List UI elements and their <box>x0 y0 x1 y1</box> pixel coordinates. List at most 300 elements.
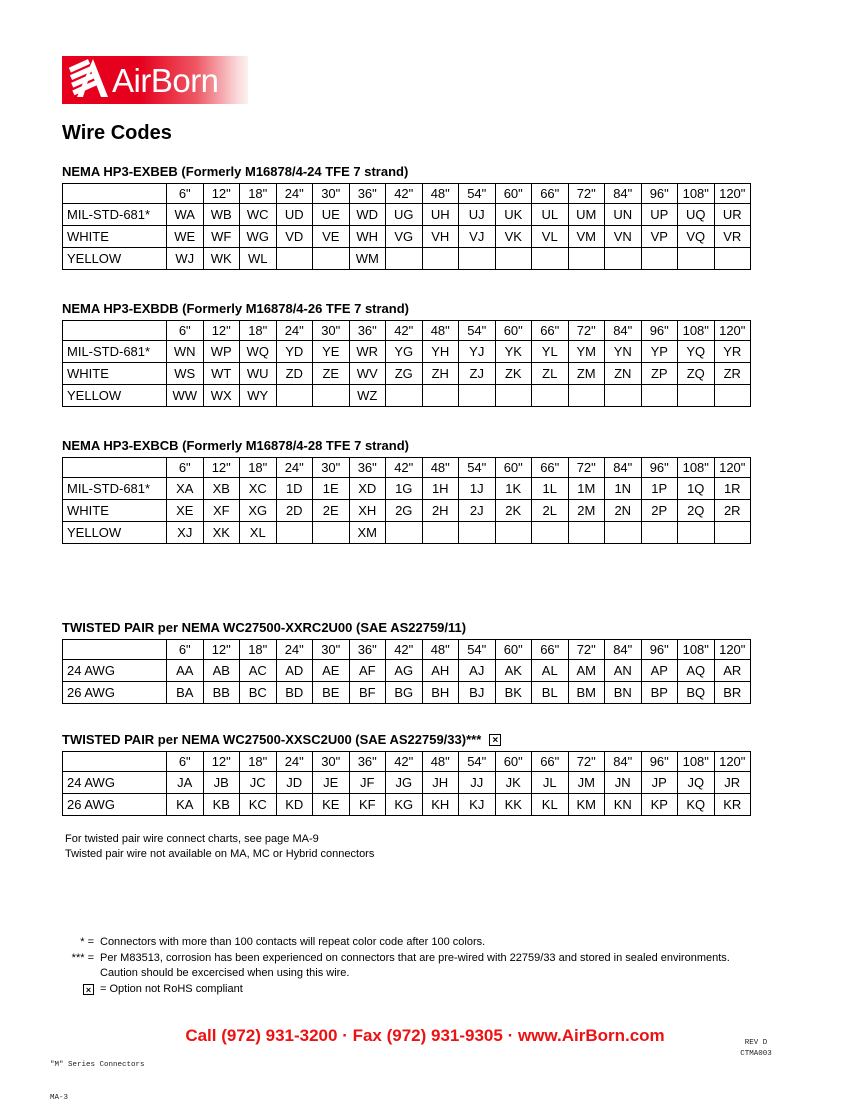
header-row <box>63 321 751 341</box>
wire-code-cell <box>568 522 605 544</box>
table-row <box>63 341 751 363</box>
column-header: 18" <box>240 184 277 204</box>
wire-code-cell: KN <box>605 794 642 816</box>
wire-code-cell <box>714 385 751 407</box>
wire-code-cell <box>459 385 496 407</box>
wire-code-cell: JH <box>422 772 459 794</box>
wire-code-cell: 1P <box>641 478 678 500</box>
wire-code-cell: 2J <box>459 500 496 522</box>
wire-code-cell: WT <box>203 363 240 385</box>
wire-code-cell: JR <box>714 772 751 794</box>
column-header: 84" <box>605 184 642 204</box>
wire-code-cell: BD <box>276 682 313 704</box>
header-row <box>63 640 751 660</box>
footnote-marker <box>62 982 100 997</box>
corner-cell <box>63 321 167 341</box>
wire-code-cell: 2K <box>495 500 532 522</box>
wire-code-cell: XM <box>349 522 386 544</box>
table-title-text: NEMA HP3-EXBDB (Formerly M16878/4-26 TFE 7 strand) <box>62 301 410 316</box>
wire-code-cell: YQ <box>678 341 715 363</box>
table-row <box>63 248 751 270</box>
column-header: 12" <box>203 752 240 772</box>
wire-code-cell: 1G <box>386 478 423 500</box>
wire-code-cell <box>641 522 678 544</box>
column-header: 6" <box>167 184 204 204</box>
wire-code-cell: AR <box>714 660 751 682</box>
wire-code-cell: 1J <box>459 478 496 500</box>
column-header: 30" <box>313 184 350 204</box>
wire-code-cell <box>495 248 532 270</box>
wire-code-cell <box>459 248 496 270</box>
column-header: 96" <box>641 184 678 204</box>
column-header: 36" <box>349 321 386 341</box>
wire-code-cell: KM <box>568 794 605 816</box>
wire-code-cell <box>386 522 423 544</box>
table-title-text: TWISTED PAIR per NEMA WC27500-XXSC2U00 (SAE AS22759/33)*** <box>62 732 482 747</box>
column-header: 36" <box>349 752 386 772</box>
wire-code-table-section-5 <box>62 732 750 816</box>
note-line: Twisted pair wire not available on MA, MC or Hybrid connectors <box>65 848 375 860</box>
column-header: 18" <box>240 640 277 660</box>
wire-code-cell: ZJ <box>459 363 496 385</box>
wire-code-cell: UM <box>568 204 605 226</box>
wire-code-cell: ZN <box>605 363 642 385</box>
wire-code-cell: UE <box>313 204 350 226</box>
header-row <box>63 752 751 772</box>
wire-code-cell: JG <box>386 772 423 794</box>
column-header: 6" <box>167 458 204 478</box>
wire-code-cell <box>459 522 496 544</box>
table-row <box>63 772 751 794</box>
wire-code-cell: AH <box>422 660 459 682</box>
wire-code-cell <box>313 522 350 544</box>
table-row <box>63 363 751 385</box>
wire-code-table-section-1 <box>62 164 750 270</box>
row-label: MIL-STD-681* <box>63 341 167 363</box>
column-header: 30" <box>313 321 350 341</box>
footnote-text <box>100 951 730 981</box>
column-header: 42" <box>386 321 423 341</box>
wire-code-cell: 2P <box>641 500 678 522</box>
column-header: 24" <box>276 184 313 204</box>
table-title-text: TWISTED PAIR per NEMA WC27500-XXRC2U00 (SAE AS22759/11) <box>62 620 467 635</box>
column-header: 30" <box>313 752 350 772</box>
wire-code-cell: ZD <box>276 363 313 385</box>
wire-code-cell: WH <box>349 226 386 248</box>
column-header: 12" <box>203 321 240 341</box>
wire-code-cell: BH <box>422 682 459 704</box>
wire-code-cell: WG <box>240 226 277 248</box>
wire-code-cell: WS <box>167 363 204 385</box>
wire-code-table <box>62 751 751 816</box>
footnote-star <box>62 935 730 950</box>
column-header: 120" <box>714 184 751 204</box>
wire-code-cell: KA <box>167 794 204 816</box>
wire-code-cell: 2G <box>386 500 423 522</box>
wire-code-cell: BQ <box>678 682 715 704</box>
column-header: 24" <box>276 458 313 478</box>
row-label: WHITE <box>63 363 167 385</box>
wire-code-cell <box>641 248 678 270</box>
wire-code-cell: KK <box>495 794 532 816</box>
wire-code-cell: JF <box>349 772 386 794</box>
column-header: 24" <box>276 321 313 341</box>
wire-code-cell: ZK <box>495 363 532 385</box>
wire-code-cell <box>313 385 350 407</box>
table-row <box>63 385 751 407</box>
wire-code-cell: VD <box>276 226 313 248</box>
wire-code-cell: KC <box>240 794 277 816</box>
wire-code-cell: YD <box>276 341 313 363</box>
wire-code-cell: 1D <box>276 478 313 500</box>
wire-code-cell: WE <box>167 226 204 248</box>
column-header: 48" <box>422 752 459 772</box>
footer-page-code: MA-3 <box>50 1094 69 1102</box>
wire-code-cell: AM <box>568 660 605 682</box>
wire-code-cell: AB <box>203 660 240 682</box>
wire-code-cell <box>532 385 569 407</box>
column-header: 30" <box>313 458 350 478</box>
column-header: 108" <box>678 184 715 204</box>
airborn-logo-icon <box>67 56 111 104</box>
not-rohs-icon <box>83 984 94 995</box>
table-row <box>63 204 751 226</box>
column-header: 30" <box>313 640 350 660</box>
column-header: 84" <box>605 321 642 341</box>
wire-code-cell: YJ <box>459 341 496 363</box>
wire-code-cell: ZG <box>386 363 423 385</box>
wire-code-cell: JJ <box>459 772 496 794</box>
column-header: 48" <box>422 640 459 660</box>
row-label: WHITE <box>63 226 167 248</box>
wire-code-cell <box>605 385 642 407</box>
footer-contact: Call (972) 931-3200 · Fax (972) 931-9305 · www.AirBorn.com <box>185 1026 665 1045</box>
wire-code-cell: XC <box>240 478 277 500</box>
wire-code-cell: 2R <box>714 500 751 522</box>
wire-code-cell: JC <box>240 772 277 794</box>
wire-code-cell: AF <box>349 660 386 682</box>
column-header: 66" <box>532 752 569 772</box>
wire-code-cell <box>714 248 751 270</box>
wire-code-cell <box>532 522 569 544</box>
row-label: YELLOW <box>63 248 167 270</box>
wire-code-cell: AD <box>276 660 313 682</box>
corner-cell <box>63 640 167 660</box>
wire-code-cell: BJ <box>459 682 496 704</box>
table-title <box>62 301 750 316</box>
column-header: 96" <box>641 640 678 660</box>
wire-code-cell <box>386 385 423 407</box>
column-header: 36" <box>349 184 386 204</box>
wire-code-cell: VE <box>313 226 350 248</box>
wire-code-cell: XK <box>203 522 240 544</box>
wire-code-cell: 2E <box>313 500 350 522</box>
wire-code-cell <box>386 248 423 270</box>
wire-code-cell <box>678 522 715 544</box>
wire-code-cell: JN <box>605 772 642 794</box>
corner-cell <box>63 458 167 478</box>
corner-cell <box>63 752 167 772</box>
wire-code-cell: VJ <box>459 226 496 248</box>
wire-code-cell: JB <box>203 772 240 794</box>
wire-code-cell: 1M <box>568 478 605 500</box>
footnote-text: = Option not RoHS compliant <box>100 983 243 995</box>
wire-code-cell: 2Q <box>678 500 715 522</box>
footnote-line: Caution should be excercised when using this wire. <box>100 967 350 979</box>
wire-code-cell: WC <box>240 204 277 226</box>
wire-code-cell: YR <box>714 341 751 363</box>
wire-code-cell: UG <box>386 204 423 226</box>
wire-code-cell: AP <box>641 660 678 682</box>
wire-code-cell <box>678 385 715 407</box>
table-row <box>63 478 751 500</box>
wire-code-cell <box>605 248 642 270</box>
column-header: 72" <box>568 184 605 204</box>
wire-code-cell: YK <box>495 341 532 363</box>
wire-code-cell: BK <box>495 682 532 704</box>
wire-code-cell: KH <box>422 794 459 816</box>
wire-code-cell <box>422 248 459 270</box>
wire-code-cell <box>422 385 459 407</box>
wire-code-cell: AG <box>386 660 423 682</box>
table-row <box>63 500 751 522</box>
wire-code-cell: WB <box>203 204 240 226</box>
wire-code-cell <box>714 522 751 544</box>
wire-code-cell: XJ <box>167 522 204 544</box>
wire-code-table <box>62 639 751 704</box>
wire-code-cell: KQ <box>678 794 715 816</box>
table-title <box>62 164 750 179</box>
wire-code-cell: BR <box>714 682 751 704</box>
table-row <box>63 522 751 544</box>
wire-code-cell: UQ <box>678 204 715 226</box>
wire-code-cell: XL <box>240 522 277 544</box>
footnote-text: Connectors with more than 100 contacts will repeat color code after 100 colors. <box>100 936 486 948</box>
column-header: 66" <box>532 640 569 660</box>
footer-rev: REV D <box>744 1039 768 1047</box>
wire-code-cell: WX <box>203 385 240 407</box>
wire-code-cell: JL <box>532 772 569 794</box>
wire-code-cell: AJ <box>459 660 496 682</box>
wire-code-cell: UL <box>532 204 569 226</box>
wire-code-cell <box>568 248 605 270</box>
wire-code-cell: UP <box>641 204 678 226</box>
wire-code-cell: YH <box>422 341 459 363</box>
row-label: WHITE <box>63 500 167 522</box>
column-header: 60" <box>495 321 532 341</box>
column-header: 60" <box>495 184 532 204</box>
column-header: 96" <box>641 752 678 772</box>
column-header: 96" <box>641 321 678 341</box>
wire-code-cell: KF <box>349 794 386 816</box>
wire-code-cell: VR <box>714 226 751 248</box>
wire-code-cell: BB <box>203 682 240 704</box>
wire-code-cell: WJ <box>167 248 204 270</box>
wire-code-cell: UD <box>276 204 313 226</box>
wire-code-cell: YM <box>568 341 605 363</box>
footnotes <box>62 935 730 998</box>
wire-code-cell: KD <box>276 794 313 816</box>
wire-code-cell: 2N <box>605 500 642 522</box>
logo-text: AirBorn <box>112 61 219 99</box>
wire-code-cell: KB <box>203 794 240 816</box>
footnote-triple-star <box>62 951 730 981</box>
column-header: 72" <box>568 321 605 341</box>
table-row <box>63 682 751 704</box>
wire-code-cell: 2L <box>532 500 569 522</box>
wire-code-cell: 1H <box>422 478 459 500</box>
wire-code-cell: AA <box>167 660 204 682</box>
footer-series-block <box>50 1038 145 1115</box>
wire-code-cell: JQ <box>678 772 715 794</box>
header-row <box>63 458 751 478</box>
wire-code-cell: VH <box>422 226 459 248</box>
wire-code-cell <box>276 522 313 544</box>
wire-code-cell: ZQ <box>678 363 715 385</box>
wire-code-cell: JD <box>276 772 313 794</box>
wire-code-cell: ZR <box>714 363 751 385</box>
wire-code-cell: WR <box>349 341 386 363</box>
wire-code-cell <box>276 248 313 270</box>
wire-code-cell <box>422 522 459 544</box>
column-header: 42" <box>386 458 423 478</box>
column-header: 108" <box>678 640 715 660</box>
column-header: 54" <box>459 640 496 660</box>
wire-code-cell: VM <box>568 226 605 248</box>
column-header: 108" <box>678 321 715 341</box>
wire-code-cell: WU <box>240 363 277 385</box>
wire-code-cell: XF <box>203 500 240 522</box>
wire-code-cell: YP <box>641 341 678 363</box>
column-header: 54" <box>459 752 496 772</box>
wire-code-cell: 1L <box>532 478 569 500</box>
wire-code-cell: BP <box>641 682 678 704</box>
wire-code-cell: KE <box>313 794 350 816</box>
column-header: 18" <box>240 321 277 341</box>
wire-code-cell: BG <box>386 682 423 704</box>
wire-code-cell: YE <box>313 341 350 363</box>
column-header: 54" <box>459 458 496 478</box>
wire-code-cell: JP <box>641 772 678 794</box>
wire-code-cell <box>568 385 605 407</box>
wire-code-cell <box>605 522 642 544</box>
wire-code-cell <box>495 522 532 544</box>
column-header: 42" <box>386 640 423 660</box>
wire-code-cell: ZL <box>532 363 569 385</box>
wire-code-cell: XB <box>203 478 240 500</box>
wire-code-cell: KP <box>641 794 678 816</box>
table-title <box>62 732 750 747</box>
wire-code-cell: WV <box>349 363 386 385</box>
wire-code-cell: ZE <box>313 363 350 385</box>
wire-code-cell <box>678 248 715 270</box>
header-row <box>63 184 751 204</box>
wire-code-cell: WN <box>167 341 204 363</box>
footer-rev-block <box>732 1038 780 1060</box>
wire-code-cell: WM <box>349 248 386 270</box>
wire-code-cell: UN <box>605 204 642 226</box>
row-label: YELLOW <box>63 522 167 544</box>
row-label: 26 AWG <box>63 682 167 704</box>
wire-code-cell: XH <box>349 500 386 522</box>
wire-code-cell: BL <box>532 682 569 704</box>
table-row <box>63 794 751 816</box>
footer-series: "M" Series Connectors <box>50 1061 145 1069</box>
column-header: 6" <box>167 752 204 772</box>
airborn-logo <box>62 56 248 104</box>
wire-code-cell: WF <box>203 226 240 248</box>
wire-code-cell <box>276 385 313 407</box>
table-row <box>63 226 751 248</box>
wire-code-tables <box>62 164 750 816</box>
table-title-text: NEMA HP3-EXBEB (Formerly M16878/4-24 TFE 7 strand) <box>62 164 409 179</box>
column-header: 48" <box>422 458 459 478</box>
column-header: 6" <box>167 321 204 341</box>
wire-code-cell: AC <box>240 660 277 682</box>
wire-code-cell: VG <box>386 226 423 248</box>
wire-code-cell: JE <box>313 772 350 794</box>
wire-code-table <box>62 457 751 544</box>
column-header: 96" <box>641 458 678 478</box>
wire-code-cell: WZ <box>349 385 386 407</box>
wire-code-cell: UJ <box>459 204 496 226</box>
wire-code-cell: AK <box>495 660 532 682</box>
wire-code-cell: WD <box>349 204 386 226</box>
wire-code-cell: 1R <box>714 478 751 500</box>
wire-code-cell: AE <box>313 660 350 682</box>
wire-code-cell: AL <box>532 660 569 682</box>
wire-code-cell: BE <box>313 682 350 704</box>
column-header: 108" <box>678 752 715 772</box>
column-header: 60" <box>495 752 532 772</box>
column-header: 18" <box>240 458 277 478</box>
note-line: For twisted pair wire connect charts, see page MA-9 <box>65 833 319 845</box>
row-label: 24 AWG <box>63 660 167 682</box>
wire-code-cell: KR <box>714 794 751 816</box>
wire-code-cell: BM <box>568 682 605 704</box>
wire-code-cell: VP <box>641 226 678 248</box>
column-header: 24" <box>276 640 313 660</box>
column-header: 12" <box>203 184 240 204</box>
footnote-marker: *** = <box>71 952 94 964</box>
row-label: MIL-STD-681* <box>63 478 167 500</box>
wire-code-cell: AN <box>605 660 642 682</box>
column-header: 48" <box>422 321 459 341</box>
footer-doc-code: CTMA003 <box>740 1050 772 1058</box>
column-header: 72" <box>568 752 605 772</box>
wire-code-cell: YG <box>386 341 423 363</box>
wire-code-cell: KJ <box>459 794 496 816</box>
wire-code-cell: YN <box>605 341 642 363</box>
wire-code-cell: BN <box>605 682 642 704</box>
wire-code-table <box>62 183 751 270</box>
wire-code-cell: AQ <box>678 660 715 682</box>
wire-code-cell: 2H <box>422 500 459 522</box>
column-header: 84" <box>605 752 642 772</box>
column-header: 120" <box>714 321 751 341</box>
column-header: 60" <box>495 458 532 478</box>
wire-code-cell: KG <box>386 794 423 816</box>
column-header: 12" <box>203 640 240 660</box>
wire-code-cell: VQ <box>678 226 715 248</box>
wire-code-cell: YL <box>532 341 569 363</box>
not-rohs-icon <box>489 734 501 746</box>
wire-code-cell: JM <box>568 772 605 794</box>
wire-code-cell: WY <box>240 385 277 407</box>
column-header: 66" <box>532 184 569 204</box>
column-header: 54" <box>459 184 496 204</box>
footnote-marker: * = <box>80 936 94 948</box>
